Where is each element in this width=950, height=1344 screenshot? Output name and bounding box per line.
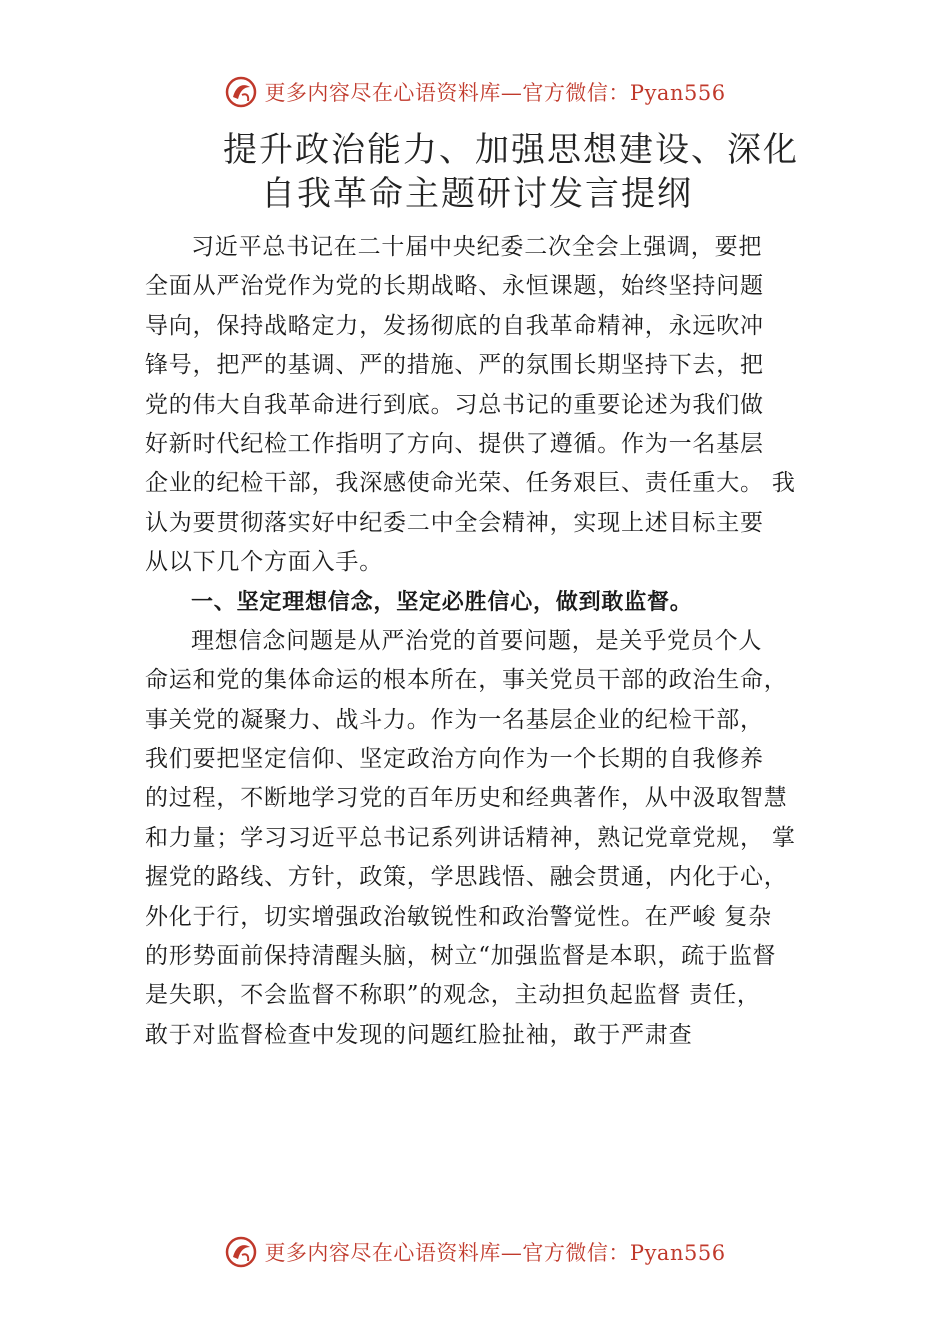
paragraph-line: 我们要把坚定信仰、坚定政治方向作为一个长期的自我修养 bbox=[145, 746, 764, 773]
header-banner bbox=[0, 72, 950, 112]
paragraph-line: 的形势面前保持清醒头脑，树立“加强监督是本职，疏于监督 bbox=[145, 943, 777, 970]
paragraph-line: 认为要贯彻落实好中纪委二中全会精神，实现上述目标主要 bbox=[145, 509, 764, 536]
document-title bbox=[0, 128, 950, 216]
paragraph-line: 和力量；学习习近平总书记系列讲话精神，熟记党章党规， 掌 bbox=[145, 824, 796, 851]
logo-icon bbox=[224, 75, 258, 109]
paragraph-line: 是失职，不会监督不称职”的观念，主动担负起监督 责任， bbox=[145, 982, 761, 1009]
title-line-1: 提升政治能力、加强思想建设、深化 bbox=[223, 130, 799, 170]
paragraph-line: 锋号，把严的基调、严的措施、严的氛围长期坚持下去，把 bbox=[145, 352, 764, 379]
paragraph-line: 习近平总书记在二十届中央纪委二次全会上强调，要把 bbox=[191, 234, 763, 260]
document-body bbox=[145, 228, 817, 1055]
paragraph-line: 党的伟大自我革命进行到底。习总书记的重要论述为我们做 bbox=[145, 391, 764, 418]
paragraph-line: 从以下几个方面入手。 bbox=[145, 549, 383, 576]
logo-icon bbox=[224, 1235, 258, 1269]
title-line-2: 自我革命主题研讨发言提纲 bbox=[261, 174, 693, 214]
paragraph-line: 全面从严治党作为党的长期战略、永恒课题，始终坚持问题 bbox=[145, 273, 764, 300]
section-heading: 一、坚定理想信念，坚定必胜信心，做到敢监督。 bbox=[191, 589, 693, 615]
paragraph-line: 理想信念问题是从严治党的首要问题，是关乎党员个人 bbox=[191, 627, 763, 654]
paragraph-line: 企业的纪检干部，我深感使命光荣、任务艰巨、责任重大。 我 bbox=[145, 470, 796, 497]
paragraph-line: 事关党的凝聚力、战斗力。作为一名基层企业的纪检干部， bbox=[145, 706, 764, 733]
paragraph-line: 好新时代纪检工作指明了方向、提供了遵循。作为一名基层 bbox=[145, 430, 764, 457]
banner-text: 更多内容尽在心语资料库—官方微信：Pyan556 bbox=[264, 81, 726, 105]
paragraph-line: 外化于行，切实增强政治敏锐性和政治警觉性。在严峻 复杂 bbox=[145, 903, 772, 930]
banner-text: 更多内容尽在心语资料库—官方微信：Pyan556 bbox=[264, 1241, 726, 1265]
paragraph-line: 敢于对监督检查中发现的问题红脸扯袖，敢于严肃查 bbox=[145, 1021, 693, 1048]
paragraph-line: 命运和党的集体命运的根本所在，事关党员干部的政治生命， bbox=[145, 667, 788, 694]
paragraph-line: 的过程，不断地学习党的百年历史和经典著作，从中汲取智慧 bbox=[145, 785, 788, 812]
paragraph-line: 握党的路线、方针，政策，学思践悟、融会贯通，内化于心， bbox=[145, 864, 788, 891]
footer-banner bbox=[0, 1232, 950, 1272]
paragraph-line: 导向，保持战略定力，发扬彻底的自我革命精神，永远吹冲 bbox=[145, 312, 764, 339]
